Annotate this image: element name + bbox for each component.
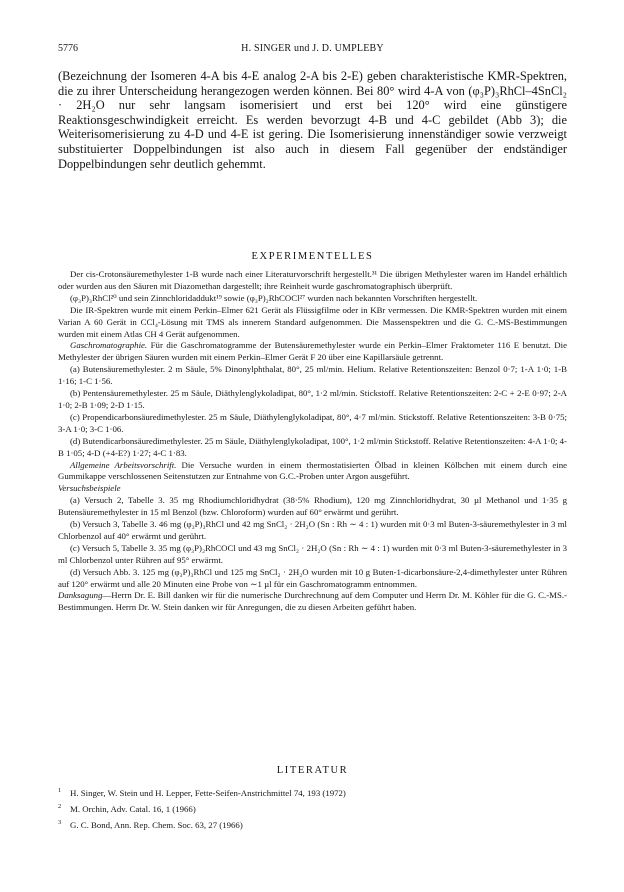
gc-label: Gaschromatographie. (70, 340, 148, 351)
experimental-heading: EXPERIMENTELLES (251, 251, 374, 262)
experimental-section (58, 269, 567, 614)
experimental-paragraph: (φ₃P)₃RhCl²⁰ und sein Zinnchloridaddukt¹⁹ sowie (φ₃P)₂RhCOCl²⁷ wurden nach bekannten Vorschriften hergestellt. (70, 292, 478, 303)
literatur-heading: LITERATUR (276, 765, 349, 776)
example-item: (d) Versuch Abb. 3. 125 mg (φ₃P)₃RhCl und 125 mg SnCl₂ · 2H₂O wurden mit 10 g Buten-1-dicarbonsäure-2,4-dimethylester unter Rühren auf 120° erwärmt und alle 20 Minuten eine Probe von ∼1 µl für ein Gaschromatogramm entnommen. (58, 566, 567, 589)
gc-item: (b) Pentensäuremethylester. 25 m Säule, Diäthylenglykoladipat, 80°, 1·2 ml/min. Stickstoff. Relative Retentionszeiten: 2-C + 2-E 0·97; 2-A 1·0; 2-B 1·09; 2-D 1·15. (58, 388, 567, 410)
gc-item: (c) Propendicarbonsäuredimethylester. 25 m Säule, Diäthylenglykoladipat, 80°, 4·7 ml/min. Stickstoff. Relative Retentionszeiten: 3-B 0·75; 3-A 1·0; 3-C 1·06. (58, 411, 567, 434)
gc-item: (d) Butendicarbonsäuredimethylester. 25 m Säule, Diäthylenglykoladipat, 100°, 1·2 ml/min Stickstoff. Relative Retentionszeiten: 4-A 1·0; 4-B 1·05; 4-D (+4-E?) 1·27; 4-C 1·83. (58, 435, 567, 458)
reference-item (58, 817, 567, 833)
acknowledgement-text: —Herrn Dr. E. Bill danken wir für die numerische Durchrechnung auf dem Computer und Herrn Dr. M. Köhler für die G. C.-MS.-Bestimmungen. Herrn Dr. W. Stein danken wir für Anregungen, die zu diesen Arbeiten geführt haben. (58, 590, 567, 613)
reference-text: M. Orchin, Adv. Catal. 16, 1 (1966) (70, 804, 196, 814)
acknowledgement (58, 590, 567, 614)
experimental-paragraph: Die IR-Spektren wurde mit einem Perkin–Elmer 621 Gerät als Flüssigfilme oder in KBr vermessen. Die KMR-Spektren wurden mit einem Varian A 60 Gerät in CCl₄-Lösung mit TMS als innerem Standard aufgenommen. Die Massenspektren und die G. C.-MS-Bestimmungen wurden mit einem Atlas CH 4 Gerät aufgenommen. (58, 304, 567, 339)
intro-paragraph: (Bezeichnung der Isomeren 4-A bis 4-E analog 2-A bis 2-E) geben charakteristische KMR-Spektren, die zu ihrer Unterscheidung herangezogen werden können. Bei 80° wird 4-A von (φ₃P)₃RhCl–4SnCl₂ · 2H₂O nur sehr langsam isomerisiert und erst bei 120° wird eine günstigere Reaktionsgeschwindigkeit erreicht. Es werden bevorzugt 4-B und 4-C gebildet (Abb 3); die Weiterisomerisierung zu 4-D und 4-E ist gering. Die Isomerisierung innenständiger sowie verzweigt substituierter Doppelbindungen ist also auch in diesem Fall gegenüber der endständiger Doppelbindungen sehr deutlich gehemmt. (58, 69, 567, 171)
reference-text: H. Singer, W. Stein und H. Lepper, Fette-Seifen-Anstrichmittel 74, 193 (1972) (70, 788, 346, 798)
example-item: (b) Versuch 3, Tabelle 3. 46 mg (φ₃P)₃RhCl und 42 mg SnCl₂ · 2H₂O (Sn : Rh ∼ 4 : 1) wurden mit 0·3 ml Buten-3-säuremethylester in 3 ml Chlorbenzol auf 40° erwärmt und gerührt. (58, 519, 567, 541)
example-item: (c) Versuch 5, Tabelle 3. 35 mg (φ₃P)₂RhCOCl und 43 mg SnCl₂ · 2H₂O (Sn : Rh ∼ 4 : 1) wurden mit 0·3 ml Buten-3-säuremethylester in 3 ml Chlorbenzol unter Rühren auf 95° erwärmt. (58, 542, 567, 565)
page-number: 5776 (58, 43, 78, 54)
general-label: Allgemeine Arbeitsvorschrift. (70, 459, 177, 470)
reference-number: 2 (58, 803, 62, 810)
experimental-paragraph: Der cis-Crotonsäuremethylester 1-B wurde nach einer Literaturvorschrift hergestellt.³¹ Die übrigen Methylester waren im Handel erhältlich oder wurden aus den Säuren mit Diazomethan dargestellt; ihre Reinheit wurde gaschromatographisch überprüft. (58, 269, 567, 291)
examples-label: Versuchsbeispiele (58, 483, 121, 494)
reference-list (58, 785, 567, 833)
reference-text: G. C. Bond, Ann. Rep. Chem. Soc. 63, 27 (1966) (70, 820, 243, 830)
reference-number: 3 (58, 819, 62, 826)
reference-item (58, 785, 567, 801)
general-procedure (58, 460, 567, 484)
acknowledgement-label: Danksagung (58, 590, 103, 601)
example-item: (a) Versuch 2, Tabelle 3. 35 mg Rhodiumchloridhydrat (38·5% Rhodium), 120 mg Zinnchloridhydrat, 30 µl Methanol und 1·35 g Butensäuremethylester in 15 ml Benzol (bzw. Chloroform) wurden auf 60° erwärmt und gerührt. (58, 495, 567, 518)
gc-paragraph (58, 340, 567, 364)
reference-number: 1 (58, 787, 62, 794)
gc-text: Für die Gaschromatogramme der Butensäuremethylester wurde ein Perkin–Elmer Fraktometer 116 E benutzt. Die Methylester der übrigen Säuren wurden mit einem Perkin–Elmer Gerät F 20 über eine Kapillarsäule getrennt. (58, 340, 567, 363)
running-head: H. SINGER und J. D. UMPLEBY (241, 43, 384, 54)
page-header (58, 43, 567, 57)
general-text: Die Versuche wurden in einem thermostatisierten Ölbad in kleinen Kölbchen mit einem durch eine Gummikappe verschlossenen Seitenstutzen zur Entnahme von G.C.-Proben unter Argon ausgeführt. (58, 459, 567, 482)
reference-item (58, 801, 567, 817)
gc-item: (a) Butensäuremethylester. 2 m Säule, 5% Dinonylphthalat, 80°, 25 ml/min. Helium. Relative Retentionszeiten: Benzol 0·7; 1-A 1·0; 1-B 1·16; 1-C 1·56. (58, 364, 567, 387)
